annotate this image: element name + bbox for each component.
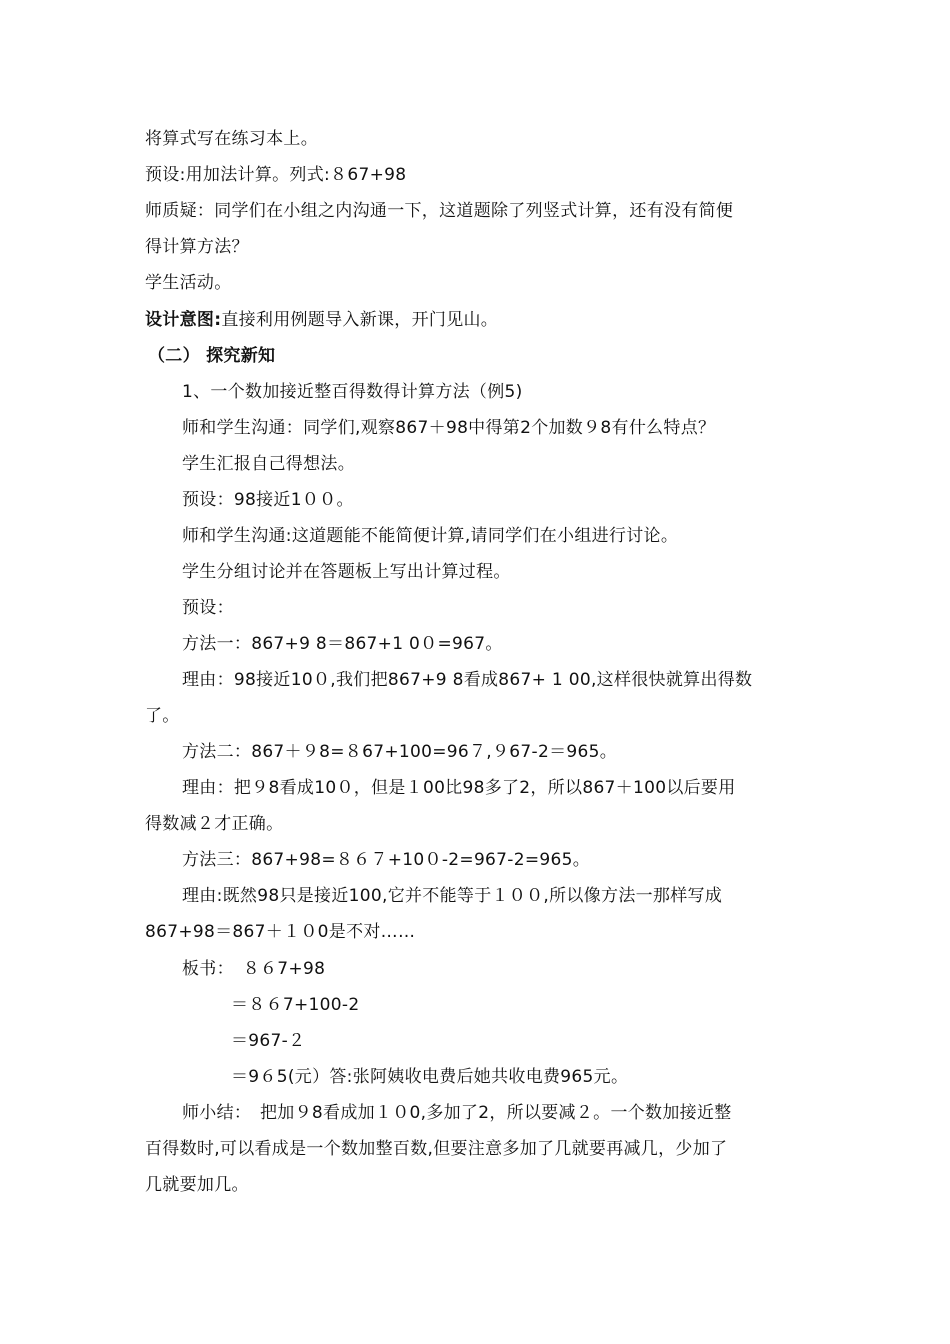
text-line: 师和学生沟通：同学们,观察867＋98中得第2个加数９8有什么特点？ — [182, 418, 716, 438]
text-line: 理由：98接近10０,我们把867+9 8看成867+ 1 00,这样很快就算出得数 — [182, 670, 753, 690]
design-intent-text: 直接利用例题导入新课，开门见山。 — [221, 310, 499, 330]
text-line: 预设:用加法计算。列式:８67+98 — [145, 165, 407, 185]
section-heading: （二） 探究新知 — [148, 346, 276, 366]
text-line: 师质疑：同学们在小组之内沟通一下，这道题除了列竖式计算，还有没有简便 — [145, 201, 734, 221]
text-line: 了。 — [145, 706, 180, 726]
text-line: 预设：98接近1００。 — [182, 490, 354, 510]
text-line: 理由：把９8看成10０，但是１00比98多了2，所以867＋100以后要用 — [182, 778, 736, 798]
board-line: ＝８６7+100-2 — [231, 995, 360, 1015]
board-line: 板书： ８６7+98 — [182, 959, 326, 979]
method-two-line: 方法二：867＋９8=８67+100=96７,９67-2＝965。 — [182, 742, 618, 762]
text-line: 预设： — [182, 598, 234, 618]
text-line: 学生汇报自己得想法。 — [182, 454, 355, 474]
method-three-line: 方法三：867+98=８６７+10０-2=967-2=965。 — [182, 850, 591, 870]
text-line: 得计算方法？ — [145, 237, 249, 257]
text-line: 百得数时,可以看成是一个数加整百数,但要注意多加了几就要再减几，少加了 — [145, 1139, 728, 1159]
text-line: 理由:既然98只是接近100,它并不能等于１００,所以像方法一那样写成 — [182, 886, 723, 906]
summary-line: 师小结： 把加９8看成加１０0,多加了2，所以要减２。一个数加接近整 — [182, 1103, 732, 1123]
text-line: 师和学生沟通:这道题能不能简便计算,请同学们在小组进行讨论。 — [182, 526, 679, 546]
design-intent-line — [145, 309, 498, 331]
text-line: 几就要加几。 — [145, 1175, 249, 1195]
subsection-heading: 1、一个数加接近整百得数得计算方法（例5) — [182, 382, 523, 402]
text-line: 学生分组讨论并在答题板上写出计算过程。 — [182, 562, 511, 582]
text-line: 得数减２才正确。 — [145, 814, 284, 834]
method-one-line: 方法一：867+9 8＝867+1 0０=967。 — [182, 634, 503, 654]
board-line: ＝967-２ — [231, 1031, 306, 1051]
design-intent-label: 设计意图: — [145, 310, 222, 330]
board-line: ＝9６5(元）答:张阿姨收电费后她共收电费965元。 — [231, 1067, 629, 1087]
text-line: 学生活动。 — [145, 273, 232, 293]
text-line: 将算式写在练习本上。 — [145, 129, 318, 149]
text-line: 867+98＝867＋１０0是不对…… — [145, 922, 416, 942]
